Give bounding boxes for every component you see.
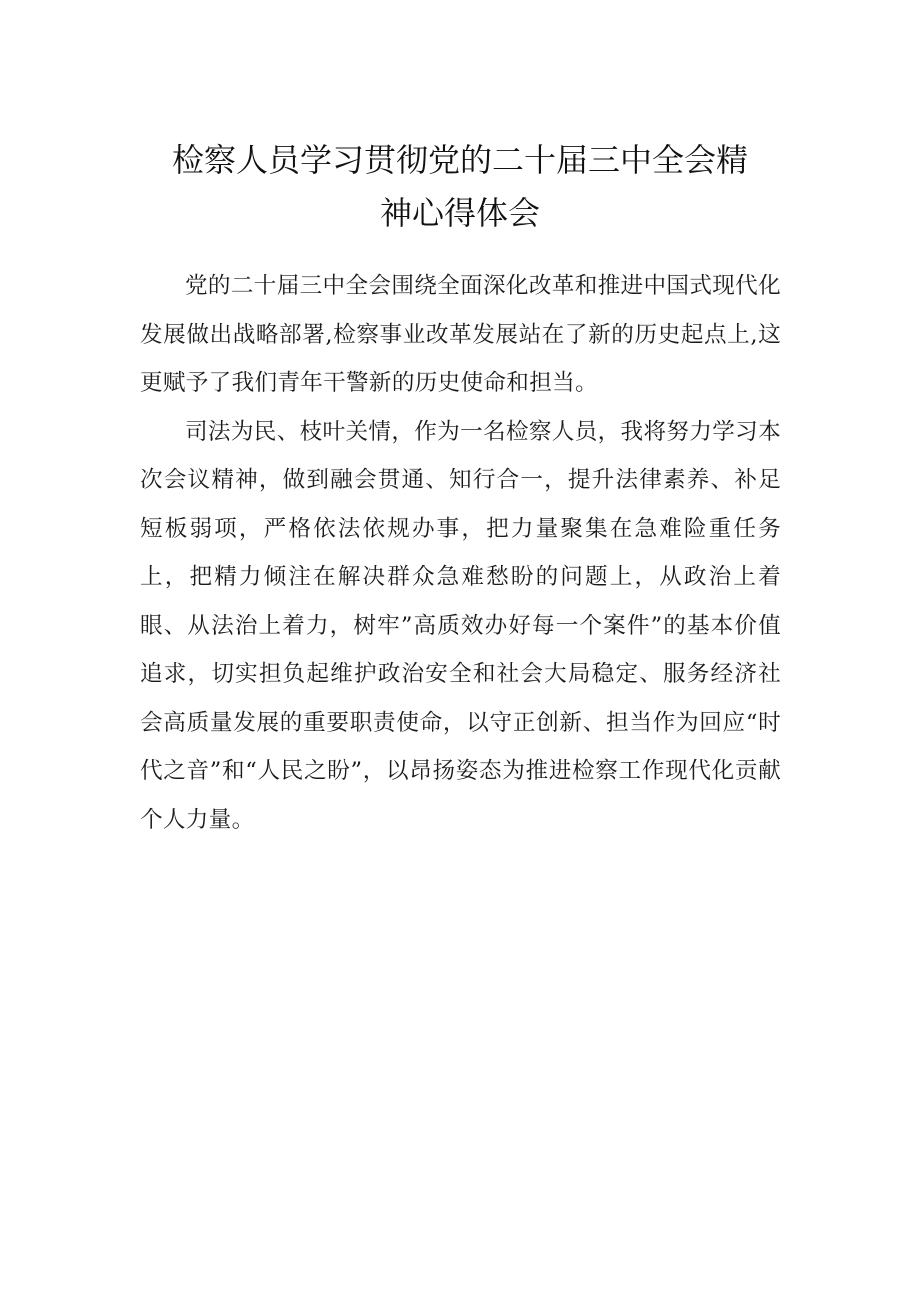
title-line-1: 检察人员学习贯彻党的二十届三中全会精 <box>171 141 748 179</box>
document-title <box>140 134 780 240</box>
paragraph-2: 司法为民、枝叶关情，作为一名检察人员，我将努力学习本次会议精神，做到融会贯通、知行合一，提升法律素养、补足短板弱项，严格依法依规办事，把力量聚集在急难险重任务上，把精力倾注在解决群众急难愁盼的问题上，从政治上着眼、从法治上着力，树牢”高质效办好每一个案件”的基本价值追求，切实担负起维护政治安全和社会大局稳定、服务经济社会高质量发展的重要职责使命，以守正创新、担当作为回应“时代之音”和“人民之盼”，以昂扬姿态为推进检察工作现代化贡献个人力量。 <box>140 418 781 833</box>
title-line-2: 神心得体会 <box>379 194 540 232</box>
document-body <box>140 262 781 844</box>
paragraph-1: 党的二十届三中全会围绕全面深化改革和推进中国式现代化发展做出战略部署,检察事业改革发展站在了新的历史起点上,这更赋予了我们青年干警新的历史使命和担当。 <box>140 273 781 396</box>
